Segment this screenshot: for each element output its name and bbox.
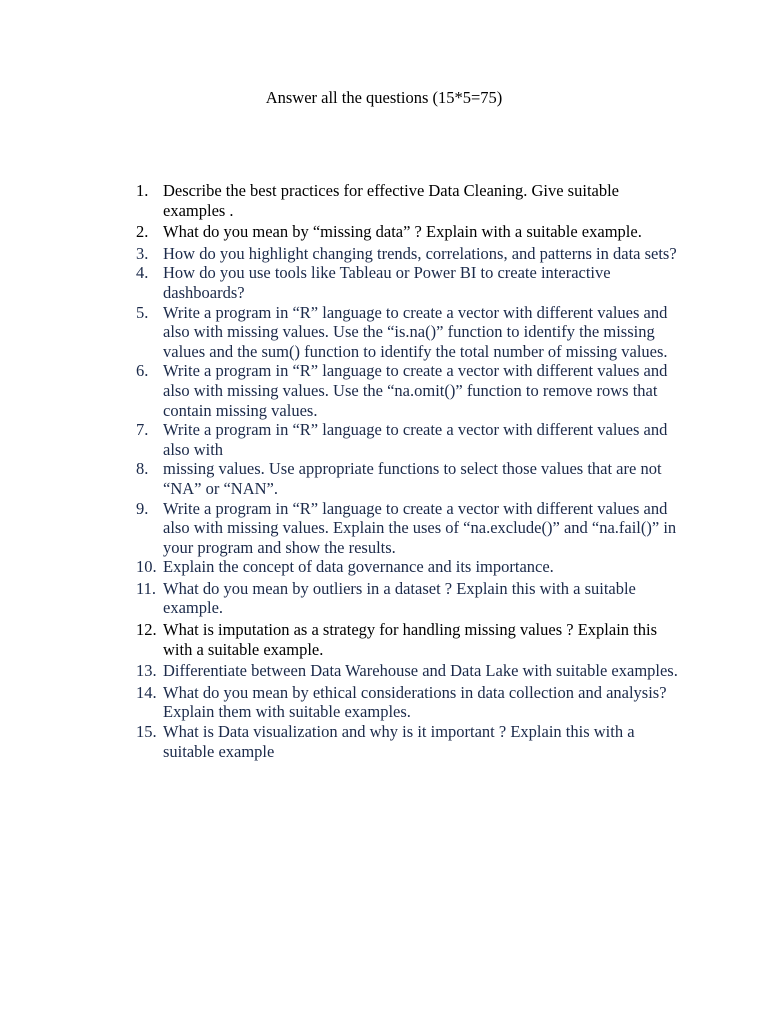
question-item-4 (136, 263, 681, 302)
question-text: Differentiate between Data Warehouse and Data Lake with suitable examples. (163, 661, 678, 681)
question-number: 13. (136, 661, 157, 681)
question-number: 2. (136, 222, 149, 242)
question-text: How do you highlight changing trends, correlations, and patterns in data sets? (163, 243, 677, 263)
question-number: 14. (136, 682, 157, 702)
question-item-13 (136, 661, 681, 681)
question-number: 12. (136, 620, 157, 640)
question-number: 11. (136, 578, 157, 598)
question-text: How do you use tools like Tableau or Power BI to create interactive dashboards? (163, 263, 611, 302)
question-item-14 (136, 683, 681, 722)
question-number: 9. (136, 498, 149, 518)
question-text: missing values. Use appropriate functions to select those values that are not “NA” or “NAN”. (163, 459, 662, 498)
question-text: What is Data visualization and why is it important ? Explain this with a suitable example (163, 722, 635, 761)
question-number: 8. (136, 459, 149, 479)
question-text: Write a program in “R” language to create a vector with different values and also with missing values. Use the “is.na()” function to identify the missing values and the sum() function to identify the total number of missing values. (163, 302, 668, 361)
question-number: 15. (136, 722, 157, 742)
question-number: 7. (136, 420, 149, 440)
question-text: Write a program in “R” language to create a vector with different values and also with (163, 420, 668, 459)
question-item-2 (136, 222, 681, 242)
question-list (136, 181, 681, 761)
question-item-5 (136, 303, 681, 362)
question-text: What do you mean by ethical considerations in data collection and analysis? Explain them with suitable examples. (163, 682, 667, 722)
question-text: Describe the best practices for effective Data Cleaning. Give suitable examples . (163, 181, 620, 220)
question-item-1 (136, 181, 681, 220)
question-item-15 (136, 722, 681, 761)
question-text: Explain the concept of data governance and its importance. (163, 557, 554, 577)
question-text: Write a program in “R” language to create a vector with different values and also with missing values. Explain the uses of “na.exclude()” and “na.fail()” in your program and show the results. (163, 498, 677, 557)
question-text: What do you mean by outliers in a dataset ? Explain this with a suitable example. (163, 578, 636, 618)
question-number: 3. (136, 243, 149, 263)
question-number: 10. (136, 557, 157, 577)
question-item-3 (136, 244, 681, 264)
question-text: What do you mean by “missing data” ? Explain with a suitable example. (163, 222, 642, 242)
question-item-12 (136, 620, 681, 659)
question-item-7 (136, 420, 681, 459)
question-number: 4. (136, 263, 149, 283)
question-item-8 (136, 459, 681, 498)
question-text: Write a program in “R” language to create a vector with different values and also with missing values. Use the “na.omit()” function to remove rows that contain missing values. (163, 361, 668, 420)
question-number: 6. (136, 361, 149, 381)
question-item-9 (136, 499, 681, 558)
question-item-11 (136, 579, 681, 618)
page-heading: Answer all the questions (15*5=75) (265, 88, 503, 107)
question-text: What is imputation as a strategy for handling missing values ? Explain this with a suitable example. (163, 620, 657, 659)
question-number: 5. (136, 302, 149, 322)
question-item-10 (136, 557, 681, 577)
question-number: 1. (136, 181, 149, 200)
question-item-6 (136, 361, 681, 420)
